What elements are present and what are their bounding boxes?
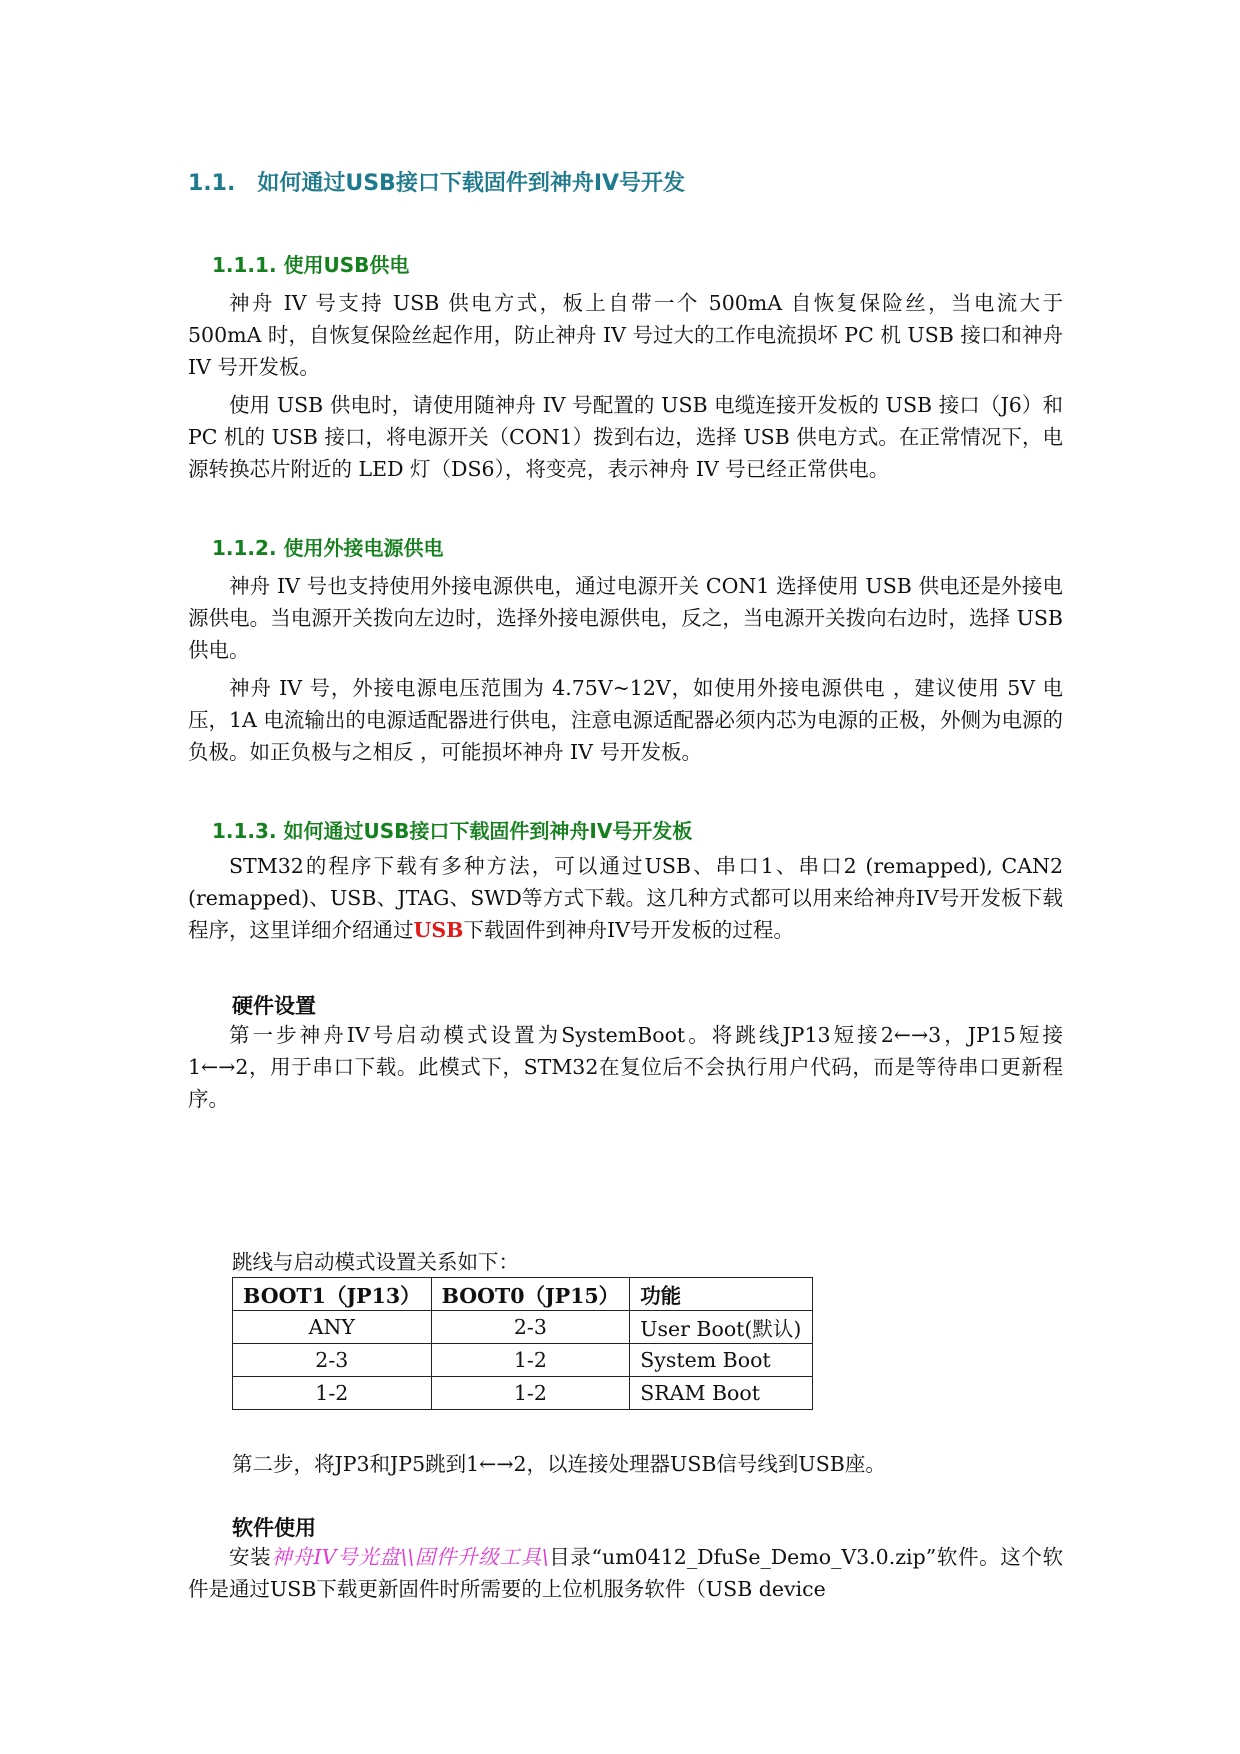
paragraph xyxy=(188,1541,1063,1605)
paragraph xyxy=(188,850,1063,946)
boot-mode-table xyxy=(232,1277,813,1410)
paragraph: 神舟 IV 号支持 USB 供电方式，板上自带一个 500mA 自恢复保险丝，当电流大于 500mA 时，自恢复保险丝起作用，防止神舟 IV 号过大的工作电流损坏 PC 机 USB 接口和神舟 IV 号开发板。 xyxy=(188,291,1063,379)
table-header-row xyxy=(233,1278,813,1311)
section-heading-usb-download: 1.1.3. 如何通过USB接口下载固件到神舟IV号开发板 xyxy=(212,819,693,843)
table-cell: 2-3 xyxy=(233,1344,432,1377)
table-cell: 2-3 xyxy=(431,1311,630,1344)
paragraph-step2: 第二步，将JP3和JP5跳到1←→2，以连接处理器USB信号线到USB座。 xyxy=(232,1452,886,1476)
table-cell: ANY xyxy=(233,1311,432,1344)
table-header-cell: BOOT1（JP13） xyxy=(233,1278,432,1311)
paragraph: 神舟 IV 号也支持使用外接电源供电，通过电源开关 CON1 选择使用 USB 供电还是外接电源供电。当电源开关拨向左边时，选择外接电源供电，反之，当电源开关拨向右边时，选择 USB 供电。 xyxy=(188,574,1063,662)
text-span: STM32的程序下载有多种方法，可以通过USB、串口1、串口2 (remapped), CAN2 (remapped)、USB、JTAG、SWD等方式下载。这几种方式都可以用来给神舟IV号开发板下载程序，这里详细介绍通过 xyxy=(188,854,1063,942)
table-cell: System Boot xyxy=(630,1344,813,1377)
table-row xyxy=(233,1311,813,1344)
table-header-cell: BOOT0（JP15） xyxy=(431,1278,630,1311)
table-cell: SRAM Boot xyxy=(630,1377,813,1410)
table-row xyxy=(233,1344,813,1377)
table-cell: 1-2 xyxy=(233,1377,432,1410)
section-heading-usb-power: 1.1.1. 使用USB供电 xyxy=(212,253,410,277)
main-heading-number: 1.1. xyxy=(188,171,236,196)
table-row xyxy=(233,1377,813,1410)
text-span: 下载固件到神舟IV号开发板的过程。 xyxy=(463,918,794,942)
paragraph: 神舟 IV 号，外接电源电压范围为 4.75V~12V，如使用外接电源供电 ，建议使用 5V 电压，1A 电流输出的电源适配器进行供电，注意电源适配器必须内芯为电源的正极，外侧为电源的负极。如正负极与之相反 ，可能损坏神舟 IV 号开发板。 xyxy=(188,676,1063,764)
highlight-usb: USB xyxy=(413,918,464,942)
main-heading-title: 如何通过USB接口下载固件到神舟IV号开发 xyxy=(257,171,686,196)
table-header-cell: 功能 xyxy=(630,1278,813,1311)
subheading-software-usage: 软件使用 xyxy=(232,1516,316,1540)
paragraph: 使用 USB 供电时，请使用随神舟 IV 号配置的 USB 电缆连接开发板的 USB 接口（J6）和 PC 机的 USB 接口，将电源开关（CON1）拨到右边，选择 USB 供电方式。在正常情况下，电源转换芯片附近的 LED 灯（DS6），将变亮，表示神舟 IV 号已经正常供电。 xyxy=(188,393,1063,481)
text-span: 安装 xyxy=(229,1545,272,1569)
table-cell: 1-2 xyxy=(431,1377,630,1410)
main-heading xyxy=(188,166,685,197)
subheading-hardware-setup: 硬件设置 xyxy=(232,994,316,1018)
table-cell: 1-2 xyxy=(431,1344,630,1377)
table-cell: User Boot(默认) xyxy=(630,1311,813,1344)
text-span: 目录“um0412_DfuSe_Demo_V3.0.zip”软件。这个软件是通过USB下载更新固件时所需要的上位机服务软件（USB device xyxy=(188,1545,1063,1601)
paragraph: 第一步神舟IV号启动模式设置为SystemBoot。将跳线JP13短接2←→3，JP15短接1←→2，用于串口下载。此模式下，STM32在复位后不会执行用户代码，而是等待串口更新程序。 xyxy=(188,1023,1063,1111)
cd-path-link: 神舟IV号光盘\\固件升级工具\ xyxy=(271,1545,549,1569)
section-heading-external-power: 1.1.2. 使用外接电源供电 xyxy=(212,536,444,560)
table-caption: 跳线与启动模式设置关系如下： xyxy=(232,1250,519,1274)
